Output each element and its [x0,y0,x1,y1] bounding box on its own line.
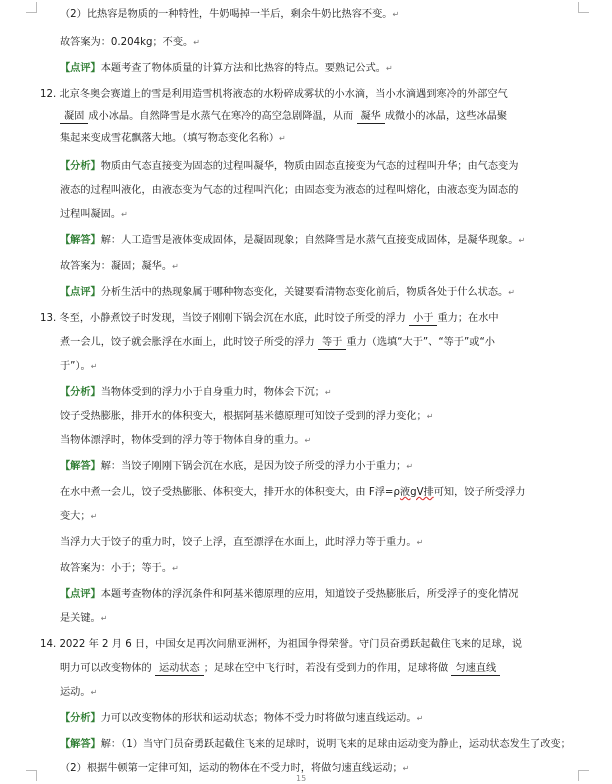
crop-mark [26,770,37,781]
comment-line: 是关键。↵ [60,613,108,624]
analysis-line: 【分析】物质由气态直接变为固态的过程叫凝华，物质由固态直接变为气态的过程叫升华；由气态变为 [60,161,519,172]
answer-line: 故答案为：凝固；凝华。↵ [60,261,179,272]
question-13-line: 于”）。↵ [60,361,98,372]
question-13-line: 煮一会儿，饺子就会胀浮在水面上，此时饺子所受的浮力 等于 重力（选填“大于”、“等于”或“小 [60,337,495,348]
question-14-line: 明力可以改变物体的 运动状态 ；足球在空中飞行时，若没有受到力的作用，足球将做 匀速直线 [60,662,580,676]
formula: 液gV排 [399,487,434,498]
question-13-line: 13. 冬至，小静煮饺子时发现，当饺子刚刚下锅会沉在水底，此时饺子所受的浮力 小于 重力；在水中 [40,313,499,324]
blank-answer: 小于 [409,313,437,326]
blank-answer: 凝华 [357,111,385,124]
answer-line: 故答案为：小于；等于。↵ [60,563,179,574]
question-14-line: 运动。↵ [60,687,98,698]
question-14-line: 14. 2022 年 2 月 6 日，中国女足再次问鼎亚洲杯，为祖国争得荣誉。守门员奋勇跃起截住飞来的足球，说 [40,639,523,650]
answer-line: 故答案为：0.204kg；不变。↵ [60,37,200,48]
page-number: 15 [296,774,307,783]
solution-line: 变大；↵ [60,511,98,522]
comment-line: 【点评】本题考查物体的浮沉条件和阿基米德原理的应用，知道饺子受热膨胀后，所受浮子的变化情况 [60,589,519,600]
text-line: （2）比热容是物质的一种特性，牛奶喝掉一半后，剩余牛奶比热容不变。↵ [60,9,400,20]
question-12-line: 集起来变成雪花飘落大地。（填写物态变化名称）↵ [60,133,286,144]
solution-line: 【解答】解：当饺子刚刚下锅会沉在水底，是因为饺子所受的浮力小于重力；↵ [60,461,414,472]
solution-line: 【解答】解：人工造雪是液体变成固体，是凝固现象；自然降雪是水蒸气直接变成固体，是凝华现象。↵ [60,235,526,246]
blank-answer: 等于 [318,337,346,350]
comment-line: 【点评】本题考查了物体质量的计算方法和比热容的特点。要熟记公式。↵ [60,63,393,74]
analysis-line: 当物体漂浮时，物体受到的浮力等于物体自身的重力。↵ [60,435,312,446]
blank-answer: 匀速直线 [451,663,500,676]
analysis-line: 饺子受热膨胀，排开水的体积变大，根据阿基米德原理可知饺子受到的浮力变化；↵ [60,411,434,422]
question-12-line: 12. 北京冬奥会赛道上的雪是利用造雪机将液态的水粉碎成雾状的小水滴，当小水滴遇到寒冷的外部空气 [40,89,508,100]
question-12-line: 凝固 成小冰晶。自然降雪是水蒸气在寒冷的高空急剧降温，从而 凝华 成微小的冰晶，这些冰晶聚 [60,110,580,124]
solution-line: 在水中煮一会儿，饺子受热膨胀、体积变大，排开水的体积变大，由 F浮=ρ液gV排可知，饺子所受浮力 [60,487,526,498]
solution-line: 【解答】解：（1）当守门员奋勇跃起截住飞来的足球时，说明飞来的足球由运动变为静止，运动状态发生了改变； [60,739,571,750]
analysis-line: 【分析】当物体受到的浮力小于自身重力时，物体会下沉；↵ [60,387,332,398]
analysis-line: 过程叫凝固。↵ [60,209,128,220]
crop-mark [26,2,37,13]
analysis-line: 【分析】力可以改变物体的形状和运动状态；物体不受力时将做匀速直线运动。↵ [60,713,424,724]
solution-line: 当浮力大于饺子的重力时，饺子上浮，直至漂浮在水面上，此时浮力等于重力。↵ [60,537,424,548]
comment-line: 【点评】分析生活中的热现象属于哪种物态变化，关键要看清物态变化前后，物质各处于什么状态。↵ [60,287,515,298]
solution-line: （2）根据牛顿第一定律可知，运动的物体在不受力时，将做匀速直线运动；↵ [60,763,410,774]
blank-answer: 凝固 [60,111,88,124]
analysis-line: 液态的过程叫液化，由液态变为气态的过程叫汽化；由固态变为液态的过程叫熔化，由液态变为固态的 [60,185,519,196]
blank-answer: 运动状态 [155,663,204,676]
